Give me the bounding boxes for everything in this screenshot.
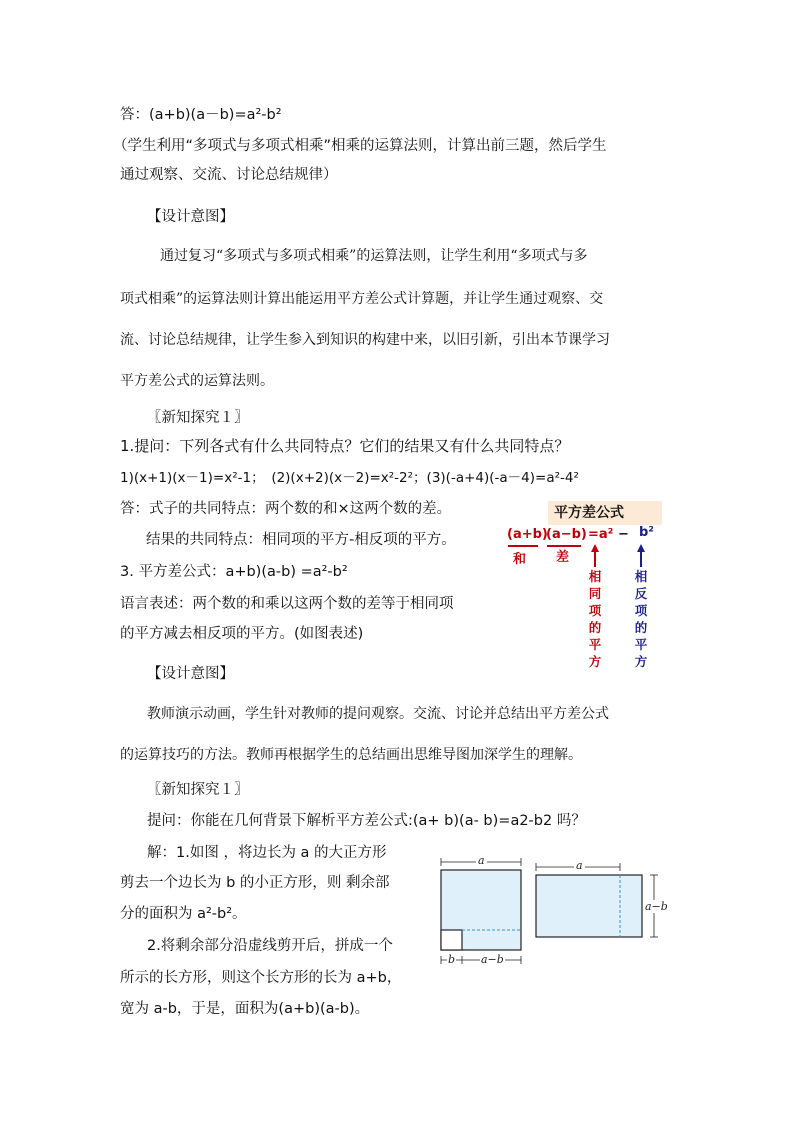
b-squared: b²: [639, 525, 654, 540]
question-1: 1.提问：下列各式有什么共同特点？它们的结果又有什么共同特点？: [120, 437, 570, 455]
solution-line-2: 剪去一个边长为 b 的小正方形，则 剩余部: [120, 875, 390, 891]
solution-line-3: 分的面积为 a²-b²。: [120, 906, 247, 922]
design2-line-2: 的运算技巧的方法。教师再根据学生的总结画出思维导图加深学生的理解。: [120, 747, 582, 763]
label-a-minus-b-bottom: a−b: [481, 953, 504, 966]
explore-heading-1: 〖新知探究１〗: [147, 410, 249, 426]
answer2-line-2: 结果的共同特点：相同项的平方-相反项的平方。: [146, 532, 456, 548]
opposite-term-arrow-line: [640, 551, 642, 567]
opposite-term-label: 相 反 项 的 平 方: [634, 569, 648, 669]
term-diff: (a−b): [546, 527, 587, 542]
note-line-2: 通过观察、交流、讨论总结规律）: [120, 167, 338, 183]
verbal-line-2: 的平方减去相反项的平方。(如图表述): [120, 626, 364, 642]
geometry-svg: [436, 850, 676, 970]
answer-line: 答：(a+b)(a－b)=a²-b²: [120, 107, 282, 123]
label-a-right: a: [576, 859, 583, 872]
verbal-line-1: 语言表述：两个数的和乘以这两个数的差等于相同项: [120, 596, 454, 612]
label-sum: 和: [513, 552, 527, 567]
question-2: 提问：你能在几何背景下解析平方差公式:(a+ b)(a- b)=a2-b2 吗？: [147, 813, 586, 829]
examples-line: 1)(x+1)(x－1)=x²-1； (2)(x+2)(x－2)=x²-2²；(3)(-a+4)(-a－4)=a²-4²: [120, 470, 579, 486]
difference-of-squares-diagram: [505, 500, 665, 672]
term-sum: (a+b): [507, 527, 548, 542]
design1-line-4: 平方差公式的运算法则。: [120, 373, 274, 389]
label-b: b: [448, 953, 456, 966]
rearranged-rectangle: [536, 875, 642, 937]
design-heading-2: 【设计意图】: [147, 666, 234, 682]
solution-line-4: 2.将剩余部分沿虚线剪开后，拼成一个: [147, 938, 393, 954]
equals-a-squared: =a²: [588, 527, 614, 542]
explore-heading-2: 〖新知探究１〗: [147, 782, 249, 798]
small-square: [441, 930, 462, 950]
label-diff: 差: [556, 550, 570, 565]
sum-underline: [508, 545, 538, 547]
design2-line-1: 教师演示动画，学生针对教师的提问观察。交流、讨论并总结出平方差公式: [147, 706, 609, 722]
note-line-1: （学生利用“多项式与多项式相乘”相乘的运算法则，计算出前三题，然后学生: [113, 138, 607, 154]
design1-line-2: 项式相乘”的运算法则计算出能运用平方差公式计算题，并让学生通过观察、交: [120, 291, 604, 307]
design1-line-1: 通过复习“多项式与多项式相乘”的运算法则，让学生利用“多项式与多: [160, 248, 588, 264]
same-term-label: 相 同 项 的 平 方: [588, 569, 602, 669]
solution-line-6: 宽为 a-b，于是，面积为(a+b)(a-b)。: [120, 1001, 370, 1017]
formula-line: 3. 平方差公式：a+b)(a-b) =a²-b²: [120, 564, 348, 580]
solution-line-5: 所示的长方形，则这个长方形的长为 a+b，: [120, 970, 402, 986]
same-term-arrow-line: [594, 551, 596, 567]
minus-sign: −: [618, 527, 629, 542]
geometry-figure: [436, 850, 676, 970]
answer2-line-1: 答：式子的共同特点：两个数的和×这两个数的差。: [120, 501, 452, 517]
solution-line-1: 解：1.如图 ，将边长为 a 的大正方形: [147, 845, 387, 861]
design1-line-3: 流、讨论总结规律，让学生参入到知识的构建中来，以旧引新，引出本节课学习: [120, 332, 610, 348]
label-a-left: a: [478, 854, 485, 867]
diagram-title: 平方差公式: [548, 501, 662, 525]
design-heading-1: 【设计意图】: [147, 209, 234, 225]
label-a-minus-b-right: a−b: [645, 900, 668, 913]
